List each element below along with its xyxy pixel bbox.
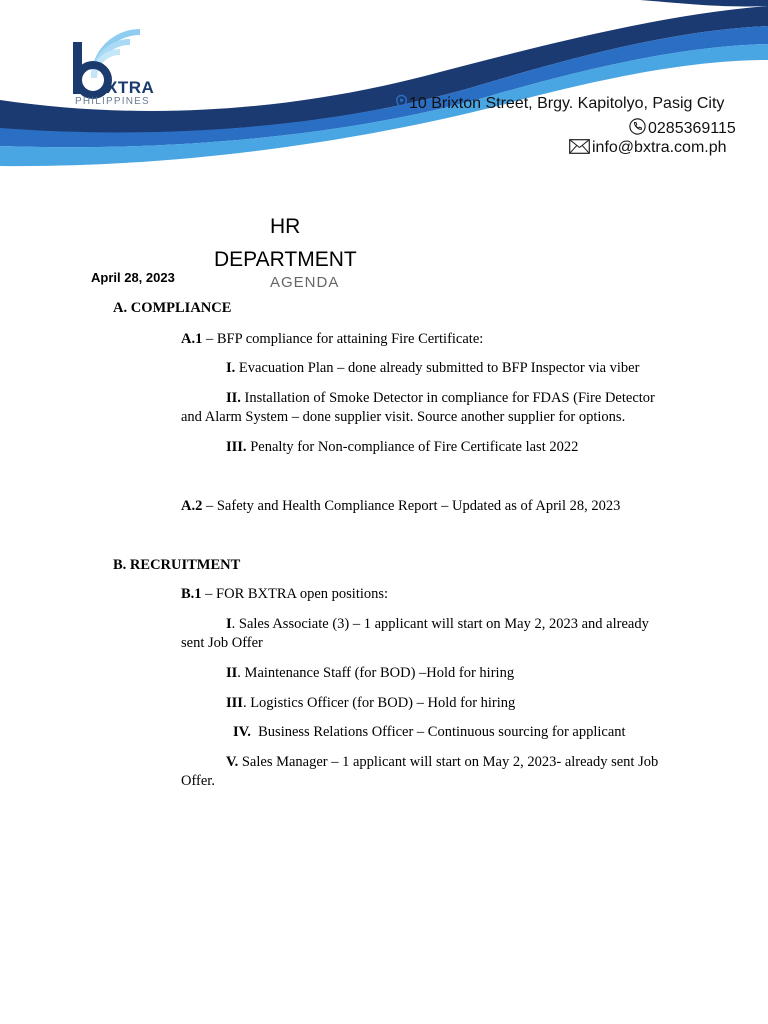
- page-title-line2: DEPARTMENT: [214, 248, 357, 271]
- address-text: 10 Brixton Street, Brgy. Kapitolyo, Pasig City: [409, 95, 725, 112]
- phone-icon: [629, 118, 646, 135]
- logo-country-text: PHILIPPINES: [75, 96, 150, 107]
- location-pin-icon: [396, 95, 407, 110]
- item-b1: B.1 – FOR BXTRA open positions:: [181, 586, 389, 602]
- document-date: April 28, 2023: [91, 270, 175, 285]
- item-b1-i-cont: sent Job Offer: [181, 635, 263, 651]
- logo-brand-text: XTRA: [106, 78, 155, 97]
- item-a1-ii-cont: and Alarm System – done supplier visit. Source another supplier for options.: [181, 409, 626, 425]
- contact-address: [396, 95, 724, 113]
- item-a2: A.2 – Safety and Health Compliance Report – Updated as of April 28, 2023: [181, 498, 621, 514]
- item-a1-ii: II. Installation of Smoke Detector in compliance for FDAS (Fire Detector: [226, 390, 655, 406]
- item-b1-iv: IV. Business Relations Officer – Continuous sourcing for applicant: [233, 724, 626, 740]
- phone-text: 0285369115: [648, 120, 736, 137]
- envelope-icon: [569, 139, 590, 154]
- item-b1-v-cont: Offer.: [181, 773, 215, 789]
- item-a1: A.1 – BFP compliance for attaining Fire Certificate:: [181, 331, 484, 347]
- item-a1-iii: III. Penalty for Non-compliance of Fire Certificate last 2022: [226, 439, 579, 455]
- item-b1-i: I. Sales Associate (3) – 1 applicant will start on May 2, 2023 and already: [226, 616, 649, 632]
- section-a-heading: A. COMPLIANCE: [113, 300, 232, 316]
- item-b1-iii: III. Logistics Officer (for BOD) – Hold for hiring: [226, 695, 516, 711]
- page-title-line3-clipped: AGENDA: [270, 274, 340, 291]
- item-a1-i: I. Evacuation Plan – done already submitted to BFP Inspector via viber: [226, 360, 640, 376]
- page-title-line1: HR: [270, 215, 301, 238]
- contact-phone: [629, 118, 736, 138]
- item-b1-ii: II. Maintenance Staff (for BOD) –Hold for hiring: [226, 665, 515, 681]
- item-b1-v: V. Sales Manager – 1 applicant will start on May 2, 2023- already sent Job: [226, 754, 659, 770]
- section-b-heading: B. RECRUITMENT: [113, 557, 241, 573]
- contact-email: [569, 139, 727, 157]
- email-text: info@bxtra.com.ph: [592, 139, 727, 156]
